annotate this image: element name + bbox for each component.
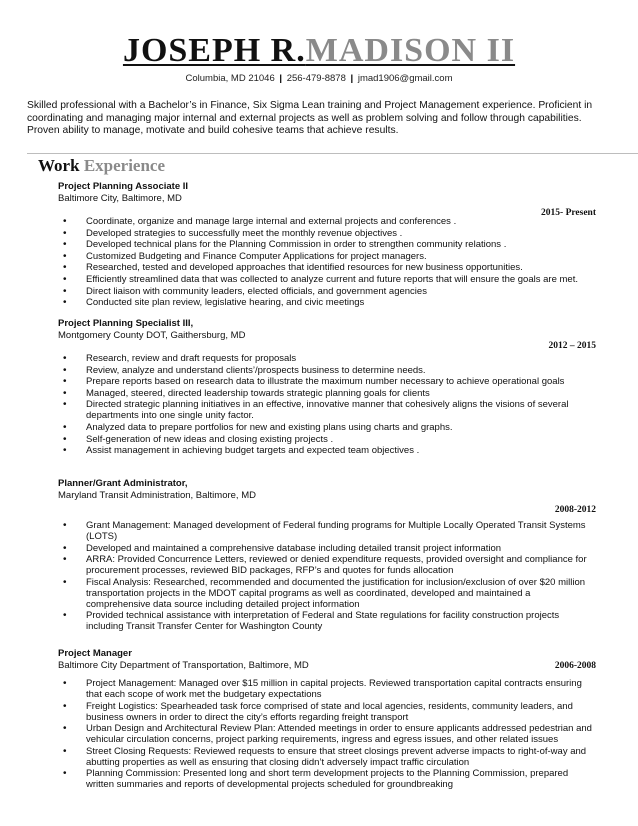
duty-item: • Conducted site plan review, legislative hearing, and civic meetings [58, 297, 596, 308]
job-organization: Maryland Transit Administration, Baltimore, MD [58, 490, 256, 501]
duty-item: • Direct liaison with community leaders, elected officials, and government agencies [58, 286, 596, 297]
duty-item: • Urban Design and Architectural Review Plan: Attended meetings in order to ensure applicants addressed pedestrian and vehicular circulation concerns, project parking requirements, ingress and egress issues, and other related issues [58, 723, 596, 745]
contact-separator: | [279, 73, 283, 84]
duty-item: • Researched, tested and developed approaches that identified resources for new business opportunities. [58, 262, 596, 273]
duty-item: • Planning Commission: Presented long and short term development projects to the Planning Commission, prepared written summaries and reports of developmental projects scheduled for groundbreaking [58, 768, 596, 790]
name-first: JOSEPH R. [122, 32, 306, 69]
duty-item: • Efficiently streamlined data that was collected to analyze current and future reports that will ensure the goals are met. [58, 274, 596, 285]
duty-item: • Developed technical plans for the Planning Commission in order to strengthen community relations . [58, 239, 596, 250]
duty-item: • Freight Logistics: Spearheaded task force comprised of state and local agencies, residents, community leaders, and business owners in order to direct the city’s efforts regarding freight transport [58, 701, 596, 723]
job-entry [58, 648, 596, 791]
duty-item: • Developed and maintained a comprehensive database including detailed transit project information [58, 543, 596, 554]
section-title-work-experience [38, 156, 165, 176]
duty-item: • Research, review and draft requests for proposals [58, 353, 596, 364]
section-divider [27, 153, 638, 154]
duty-item: • Prepare reports based on research data to illustrate the maximum number necessary to achieve operational goals [58, 376, 596, 387]
professional-summary: Skilled professional with a Bachelor’s in Finance, Six Sigma Lean training and Project Management experience. Proficient in coordinating and managing major internal and external projects as well as problem solving and follow through capabilities. Proven ability to manage, motivate and build cohesive teams that achieve results. [27, 100, 593, 137]
duty-item: • Street Closing Requests: Reviewed requests to ensure that street closings prevent adverse impacts to right-of-way and abutting properties as well as ensuring that closing didn’t adversely impact traffic circulation [58, 746, 596, 768]
job-duties-list [58, 353, 596, 457]
name-last: MADISON II [305, 32, 516, 69]
job-date: 2015- Present [541, 208, 596, 218]
job-title: Project Planning Specialist III, [58, 318, 194, 329]
section-title-word: Experience [83, 156, 166, 175]
duty-item: • ARRA: Provided Concurrence Letters, reviewed or denied expenditure requests, provided oversight and compliance for procurement processes, reviewed BID packages, RFP’s and quotes for funds allocation [58, 554, 596, 576]
job-organization: Baltimore City Department of Transportation, Baltimore, MD [58, 660, 309, 671]
job-organization: Montgomery County DOT, Gaithersburg, MD [58, 330, 246, 341]
contact-phone: 256-479-8878 [286, 73, 346, 84]
contact-separator: | [350, 73, 354, 84]
duty-item: • Directed strategic planning initiatives in an effective, innovative manner that cohesively aligns the visions of several departments into one single unity factor. [58, 399, 596, 421]
duty-item: • Provided technical assistance with interpretation of Federal and State regulations for facility construction projects including Transit Transfer Center for Washington County [58, 610, 596, 632]
job-date: 2006-2008 [554, 661, 596, 671]
duty-item: • Project Management: Managed over $15 million in capital projects. Reviewed transportation capital contracts ensuring that each scope of work met the budgetary expectations [58, 678, 596, 700]
duty-item: • Self-generation of new ideas and closing existing projects . [58, 434, 596, 445]
job-entry [58, 318, 596, 457]
contact-location: Columbia, MD 21046 [185, 73, 275, 84]
job-duties-list [58, 520, 596, 633]
contact-email: jmad1906@gmail.com [357, 73, 453, 84]
duty-item: • Customized Budgeting and Finance Computer Applications for project managers. [58, 251, 596, 262]
job-title: Project Planning Associate II [58, 181, 189, 192]
duty-item: • Grant Management: Managed development of Federal funding programs for Multiple Locally Operated Transit Systems (LOTS) [58, 520, 596, 542]
duty-item: • Managed, steered, directed leadership towards strategic planning goals for clients [58, 388, 596, 399]
job-duties-list [58, 678, 596, 791]
candidate-name [0, 32, 638, 70]
job-date: 2008-2012 [554, 505, 596, 515]
job-title: Project Manager [58, 648, 132, 659]
contact-line [0, 73, 638, 85]
duty-item: • Developed strategies to successfully meet the monthly revenue objectives . [58, 228, 596, 239]
duty-item: • Analyzed data to prepare portfolios for new and existing plans using charts and graphs. [58, 422, 596, 433]
job-title: Planner/Grant Administrator, [58, 478, 188, 489]
duty-item: • Coordinate, organize and manage large internal and external projects and conferences . [58, 216, 596, 227]
job-entry [58, 181, 596, 309]
job-entry [58, 478, 596, 633]
duty-item: • Review, analyze and understand clients’/prospects business to determine needs. [58, 365, 596, 376]
section-title-word: Work [38, 156, 80, 175]
duty-item: • Assist management in achieving budget targets and expected team objectives . [58, 445, 596, 456]
job-organization: Baltimore City, Baltimore, MD [58, 193, 182, 204]
job-duties-list [58, 216, 596, 309]
job-date: 2012 – 2015 [548, 341, 596, 351]
duty-item: • Fiscal Analysis: Researched, recommended and documented the justification for inclusion/exclusion of over $20 million transportation projects in the MDOT capital programs as well as coordinated, developed and maintained a comprehensive data source including detailed project information [58, 577, 596, 610]
